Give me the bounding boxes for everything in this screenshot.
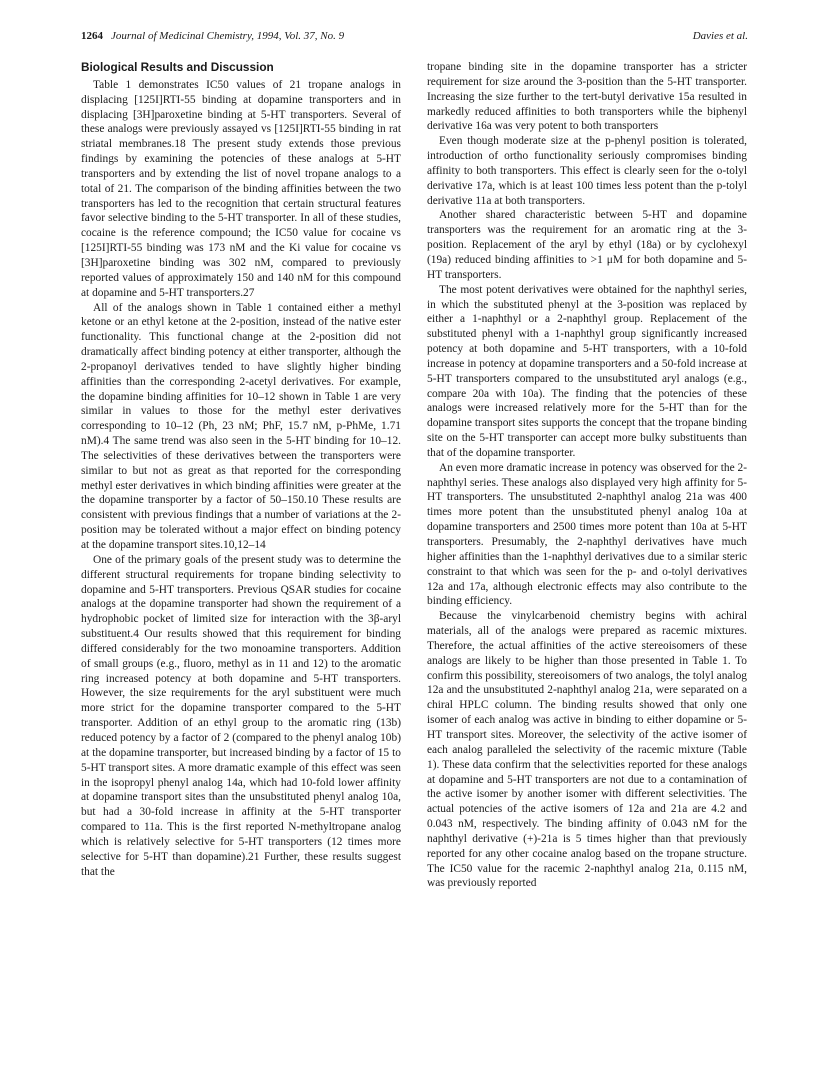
- paragraph: Even though moderate size at the p-phenyl position is tolerated, introduction of ortho functionality seriously compromises binding affinity to both transporters. This effect is clearly seen for the o-tolyl derivative 17a, which is at least 100 times less potent than the p-tolyl derivative 11a at both transporters.: [427, 135, 747, 207]
- running-head: [81, 30, 748, 46]
- paragraph: All of the analogs shown in Table 1 contained either a methyl ketone or an ethyl ketone at the 2-position, instead of the native ester functionality. This functional change at the 2-position did not dramatically affect binding potency at either transporter, although the 2-propanoyl derivatives tended to have slightly higher binding affinities than the corresponding 2-acetyl derivatives. For example, the dopamine binding affinities for 10–12 shown in Table 1 are very similar in values to those for the methyl ester derivatives corresponding to 10–12 (Ph, 23 nM; PhF, 15.7 nM, p-PhMe, 1.71 nM).4 The same trend was also seen in the 5-HT binding for 10–12. The selectivities of these derivatives between the transporters were similar to but not as great as that reported for the corresponding methyl ester derivatives in which binding affinities were greater at the the dopamine transporter by a factor of 50–150.10 These results are consistent with previous findings that a number of variations at the 2-position may be tolerated without a major effect on binding potency at the dopamine transport sites.10,12–14: [81, 301, 401, 551]
- left-column: [81, 60, 401, 879]
- page-number: 1264: [81, 30, 103, 42]
- paragraph: The most potent derivatives were obtained for the naphthyl series, in which the substituted phenyl at the 3-position was replaced by either a 1-naphthyl or a 2-naphthyl group. Replacement of the substituted phenyl with a 1-naphthyl group significantly increased potency at both dopamine and 5-HT transporters, with a 10-fold increase in potency at dopamine transporters and a 50-fold increase at 5-HT transporters compared to the unsubstituted aryl analogs (e.g., compare 20a with 10a). The finding that the potencies of these analogs were increased relatively more for the 5-HT than for the dopamine transport sites supports the concept that the tropane binding site on the 5-HT transporter can accept more bulky substituents than that of the dopamine transporter.: [427, 283, 747, 459]
- paragraph: One of the primary goals of the present study was to determine the different structural requirements for tropane binding selectivity to dopamine and 5-HT transporters. Previous QSAR studies for cocaine analogs at the dopamine transporter had shown the requirement of a hydrophobic pocket of limited size for interaction with the 3β-aryl substituent.4 Our results showed that this requirement for binding differed considerably for the two monoamine transporters. Addition of small groups (e.g., fluoro, methyl as in 11 and 12) to the aromatic ring increased potency at both dopamine and 5-HT transporters. However, the size requirements for the aryl substituent were much more strict for the dopamine transporter compared to the 5-HT transporter. Addition of an ethyl group to the aromatic ring (13b) reduced potency by a factor of 2 (compared to the phenyl analog 10b) at the dopamine transporter, but increased binding by a factor of 15 to 5-HT transport sites. A more dramatic example of this effect was seen in the isopropyl phenyl analog 14a, which had 10-fold lower affinity at dopamine transport sites than the unsubstituted phenyl analog 10a, but had a 30-fold increase in affinity at the 5-HT transporter compared to 11a. This is the first reported N-methyltropane analog which is relatively selective for 5-HT transporters (12 times more selective for 5-HT than dopamine).21 Further, these results suggest that the: [81, 553, 401, 878]
- section-heading: Biological Results and Discussion: [81, 60, 274, 74]
- paragraph: Another shared characteristic between 5-HT and dopamine transporters was the requirement for an aromatic ring at the 3-position. Replacement of the aryl by ethyl (18a) or by cyclohexyl (19a) reduced binding affinities to >1 μM for both dopamine and 5-HT transporters.: [427, 209, 747, 281]
- running-head-authors: Davies et al.: [692, 30, 748, 42]
- right-column: [427, 60, 747, 891]
- journal-citation: Journal of Medicinal Chemistry, 1994, Vol. 37, No. 9: [111, 30, 345, 42]
- paragraph: Because the vinylcarbenoid chemistry begins with achiral materials, all of the analogs were prepared as racemic mixtures. Therefore, the actual affinities of the active stereoisomers of these analogs are likely to be higher than those presented in Table 1. To confirm this possibility, stereoisomers of two analogs, the tolyl analog 12a and the unsubstituted 2-naphthyl analog 21a, were separated on a chiral HPLC column. The binding results showed that only one isomer of each analog was active in binding to either dopamine or 5-HT transport sites. Moreover, the selectivity of the active isomer of each analog paralleled the selectivity of the racemic mixture (Table 1). These data confirm that the selectivities reported for these analogs at dopamine and 5-HT transporters are not due to a contamination of the active isomer by another isomer with different selectivities. The actual potencies of the active isomers of 12a and 21a are 4.2 and 0.043 nM, respectively. The binding affinity of 0.043 nM for the naphthyl derivative (+)-21a is 5 times higher than that previously reported for any other cocaine analog based on the tropane structure. The IC50 value for the racemic 2-naphthyl analog 21a, 0.115 nM, was previously reported: [427, 610, 747, 890]
- paragraph: An even more dramatic increase in potency was observed for the 2-naphthyl series. These analogs also displayed very high affinity for 5-HT transporters. The unsubstituted 2-naphthyl analog 21a was 400 times more potent than the unsubstituted phenyl analog 10a at dopamine transporters and 2500 times more potent than 10a at 5-HT transporters. Presumably, the 2-naphthyl derivatives have much higher affinities than the 1-naphthyl derivatives due to a similar steric constraint to that which was seen for the p- and o-tolyl derivatives 12a and 17a, although electronic effects may also contribute to the binding efficiency.: [427, 461, 747, 608]
- running-head-left: [81, 30, 344, 42]
- paragraph: Table 1 demonstrates IC50 values of 21 tropane analogs in displacing [125I]RTI-55 binding at dopamine transporters and in displacing [3H]paroxetine binding at 5-HT transporters. Several of these analogs were previously assayed vs [125I]RTI-55 binding in rat striatal membranes.18 The present study extends those previous findings by examining the potencies of these analogs at 5-HT transporters and by extending the list of novel tropane analogs to a total of 21. The comparison of the binding affinities between the two transporters has led to the recognition that certain structural features favor selective binding to the 5-HT transporter. In all of these studies, cocaine is the reference compound; the IC50 value for cocaine vs [125I]RTI-55 binding was 173 nM and the Ki value for cocaine vs [3H]paroxetine binding was 302 nM, compared to previously reported values of approximately 150 and 140 nM for this compound at dopamine and 5-HT transporters.27: [81, 78, 401, 299]
- paragraph: tropane binding site in the dopamine transporter has a stricter requirement for size around the 3-position than the 5-HT transporter. Increasing the size further to the tert-butyl derivative 15a resulted in markedly reduced affinities to both transporters while the biphenyl derivative 16a was very potent to both transporters: [427, 61, 747, 133]
